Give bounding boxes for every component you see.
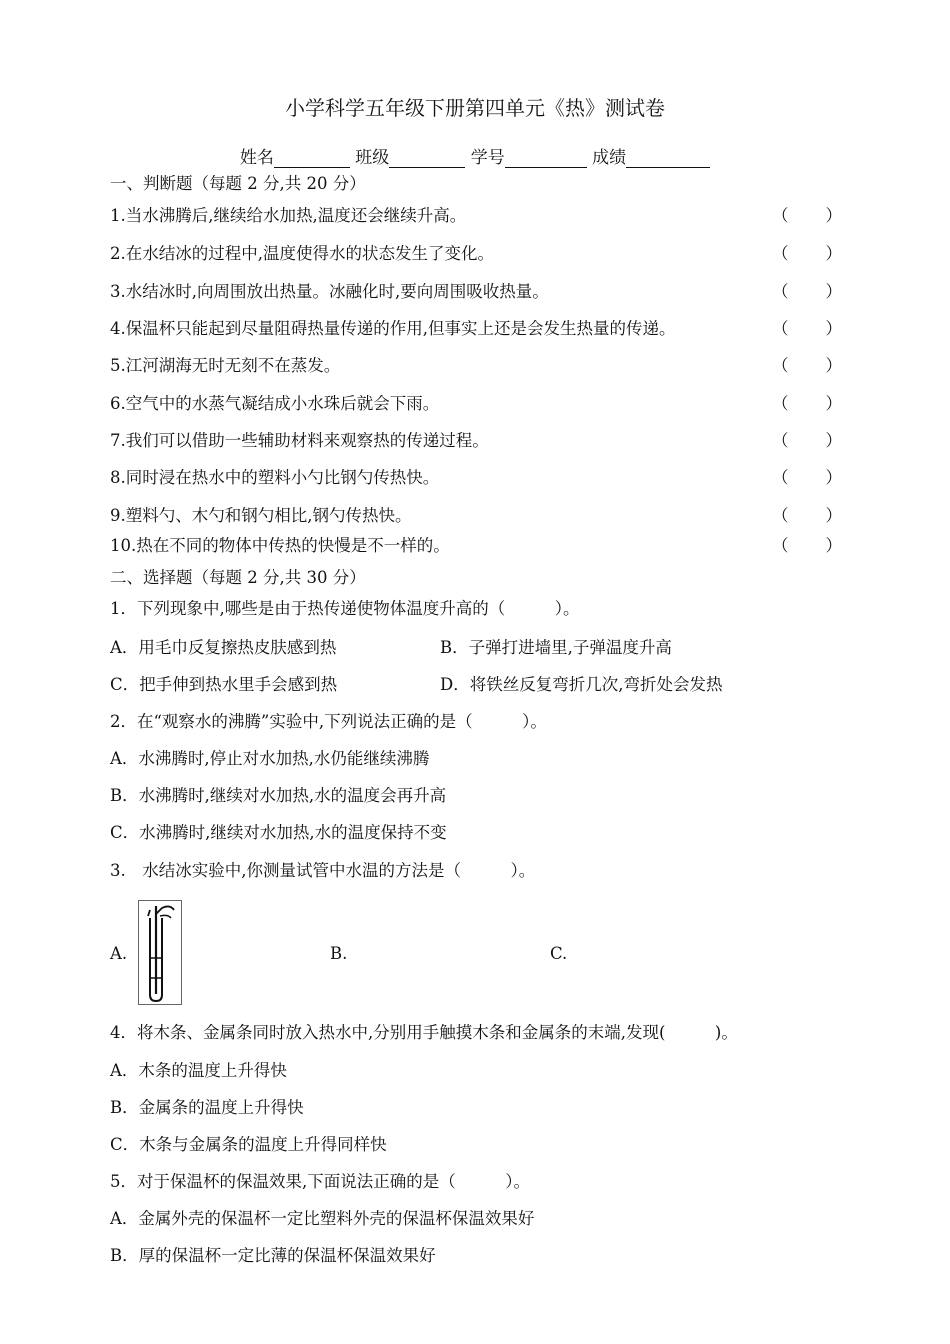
tf-question-1: 1.当水沸腾后,继续给水加热,温度还会继续升高。 xyxy=(110,206,467,225)
class-label: 班级 xyxy=(355,148,390,168)
answer-parens[interactable]: （ ） xyxy=(772,356,842,375)
thermometer-in-test-tube-figure xyxy=(138,900,182,1005)
q3-option-c[interactable]: C. xyxy=(550,944,568,963)
section1-heading: 一、判断题（每题 2 分,共 20 分） xyxy=(110,174,366,193)
q4-option-c[interactable]: C．木条与金属条的温度上升得同样快 xyxy=(110,1135,387,1154)
answer-parens[interactable]: （ ） xyxy=(772,506,842,525)
page-title: 小学科学五年级下册第四单元《热》测试卷 xyxy=(285,96,665,120)
tf-question-9: 9.塑料勺、木勺和钢勺相比,钢勺传热快。 xyxy=(110,506,412,525)
mc-question-2: 2．在“观察水的沸腾”实验中,下列说法正确的是（ ）。 xyxy=(110,712,547,731)
tf-question-8: 8.同时浸在热水中的塑料小勺比钢勺传热快。 xyxy=(110,468,440,487)
tf-question-6: 6.空气中的水蒸气凝结成小水珠后就会下雨。 xyxy=(110,394,440,413)
answer-parens[interactable]: （ ） xyxy=(772,468,842,487)
q3-option-b[interactable]: B. xyxy=(330,944,348,963)
q1-option-b[interactable]: B．子弹打进墙里,子弹温度升高 xyxy=(440,638,672,657)
q2-option-c[interactable]: C．水沸腾时,继续对水加热,水的温度保持不变 xyxy=(110,823,447,842)
tf-question-5: 5.江河湖海无时无刻不在蒸发。 xyxy=(110,356,341,375)
mc-question-5: 5．对于保温杯的保温效果,下面说法正确的是（ ）。 xyxy=(110,1172,530,1191)
q2-option-b[interactable]: B．水沸腾时,继续对水加热,水的温度会再升高 xyxy=(110,786,447,805)
answer-parens[interactable]: （ ） xyxy=(772,244,842,263)
q2-option-a[interactable]: A．水沸腾时,停止对水加热,水仍能继续沸腾 xyxy=(110,749,430,768)
student-info-line xyxy=(0,143,950,168)
q4-option-b[interactable]: B．金属条的温度上升得快 xyxy=(110,1098,304,1117)
q5-option-b[interactable]: B．厚的保温杯一定比薄的保温杯保温效果好 xyxy=(110,1246,436,1265)
section2-heading: 二、选择题（每题 2 分,共 30 分） xyxy=(110,568,366,587)
answer-parens[interactable]: （ ） xyxy=(772,282,842,301)
mc-question-4: 4．将木条、金属条同时放入热水中,分别用手触摸木条和金属条的末端,发现( )。 xyxy=(110,1023,738,1042)
answer-parens[interactable]: （ ） xyxy=(772,536,842,555)
tf-question-10: 10.热在不同的物体中传热的快慢是不一样的。 xyxy=(110,536,450,555)
id-label: 学号 xyxy=(470,148,505,168)
answer-parens[interactable]: （ ） xyxy=(772,431,842,450)
tf-question-4: 4.保温杯只能起到尽量阻碍热量传递的作用,但事实上还是会发生热量的传递。 xyxy=(110,319,676,338)
class-blank[interactable] xyxy=(389,149,465,168)
name-blank[interactable] xyxy=(274,149,350,168)
q1-option-a[interactable]: A．用毛巾反复擦热皮肤感到热 xyxy=(110,638,337,657)
q3-option-a[interactable]: A. xyxy=(110,944,128,963)
id-blank[interactable] xyxy=(505,149,587,168)
score-blank[interactable] xyxy=(626,149,710,168)
name-label: 姓名 xyxy=(239,148,274,168)
q1-option-d[interactable]: D．将铁丝反复弯折几次,弯折处会发热 xyxy=(440,675,723,694)
answer-parens[interactable]: （ ） xyxy=(772,394,842,413)
q1-option-c[interactable]: C．把手伸到热水里手会感到热 xyxy=(110,675,338,694)
tf-question-7: 7.我们可以借助一些辅助材料来观察热的传递过程。 xyxy=(110,431,489,450)
q4-option-a[interactable]: A．木条的温度上升得快 xyxy=(110,1061,287,1080)
answer-parens[interactable]: （ ） xyxy=(772,206,842,225)
q5-option-a[interactable]: A．金属外壳的保温杯一定比塑料外壳的保温杯保温效果好 xyxy=(110,1209,535,1228)
mc-question-1: 1．下列现象中,哪些是由于热传递使物体温度升高的（ ）。 xyxy=(110,599,580,618)
tf-question-2: 2.在水结冰的过程中,温度使得水的状态发生了变化。 xyxy=(110,244,494,263)
mc-question-3: 3. 水结冰实验中,你测量试管中水温的方法是（ ）。 xyxy=(110,861,536,880)
score-label: 成绩 xyxy=(592,148,627,168)
tf-question-3: 3.水结冰时,向周围放出热量。冰融化时,要向周围吸收热量。 xyxy=(110,282,549,301)
answer-parens[interactable]: （ ） xyxy=(772,319,842,338)
